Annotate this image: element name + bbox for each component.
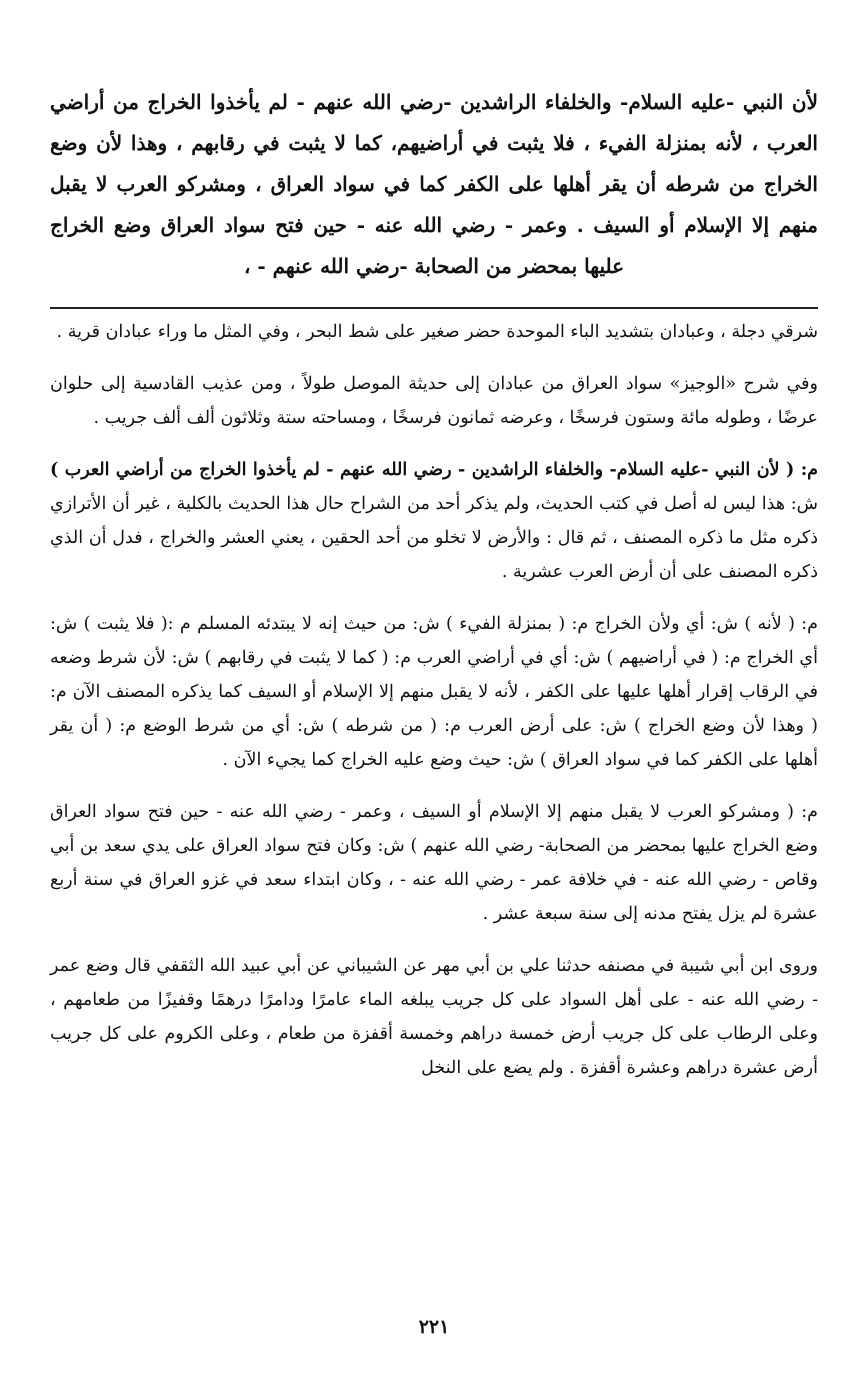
commentary-paragraph-6: وروى ابن أبي شيبة في مصنفه حدثنا علي بن أبي مهر عن الشيباني عن أبي عبيد الله الثقفي قال وضع عمر - رضي الله عنه - على أهل السواد على كل جريب يبلغه الماء عامرًا ودامرًا درهمًا وقفيزًا من طعامهم ، وعلى الرطاب على كل جريب أرض خمسة دراهم وخمسة أقفزة من طعام ، وعلى الكروم على كل جريب أرض عشرة دراهم وعشرة أقفزة . ولم يضع على النخل [50,956,818,1078]
commentary-paragraph-4: م: ( لأنه ) ش: أي ولأن الخراج م: ( بمنزلة الفيء ) ش: من حيث إنه لا يبتدئه المسلم م :( فلا يثبت ) ش: أي الخراج م: ( في أراضيهم ) ش: أي في أراضي العرب م: ( كما لا يثبت في رقابهم ) ش: لأن شرط وضعه في الرقاب إقرار أهلها عليها على الكفر ، لأنه لا يقبل منهم إلا الإسلام أو السيف كما يذكره المصنف الآن م: ( وهذا لأن وضع الخراج ) ش: على أرض العرب م: ( من شرطه ) ش: أي من شرط الوضع م: ( أن يقر أهلها على الكفر كما في سواد العراق ) ش: حيث وضع عليه الخراج كما يجيء الآن . [50,614,818,770]
commentary-text: ش: هذا ليس له أصل في كتب الحديث، ولم يذكر أحد من الشراح حال هذا الحديث بالكلية ، غير أن الأترازي ذكره مثل ما ذكره المصنف ، ثم قال : والأرض لا تخلو من أحد الحقين ، يعني العشر والخراج ، فدل أن الذي ذكره المصنف على أن أرض العرب عشرية . [50,494,818,582]
page-number: ٢٢١ [418,1316,450,1338]
commentary-paragraph-1: شرقي دجلة ، وعبادان بتشديد الباء الموحدة حضر صغير على شط البحر ، وفي المثل ما وراء عبادان قرية . [56,322,818,342]
quoted-matn: م: ( لأن النبي -عليه السلام- والخلفاء الراشدين - رضي الله عنهم - لم يأخذوا الخراج من أراضي العرب ) [50,460,818,480]
commentary-paragraph-5: م: ( ومشركو العرب لا يقبل منهم إلا الإسلام أو السيف ، وعمر - رضي الله عنه - حين فتح سواد العراق وضع الخراج عليها بمحضر من الصحابة- رضي الله عنهم ) ش: وكان فتح سواد العراق على يدي سعد بن أبي وقاص - رضي الله عنه - في خلافة عمر - رضي الله عنه - ، وكان ابتداء سعد في غزو العراق في سنة أربع عشرة لم يزل يفتح مدنه إلى سنة سبعة عشر . [50,802,818,924]
commentary-paragraph-2: وفي شرح «الوجيز» سواد العراق من عبادان إلى حديثة الموصل طولاً ، ومن عذيب القادسية إلى حلوان عرضًا ، وطوله مائة وستون فرسخًا ، وعرضه ثمانون فرسخًا ، ومساحته ستة وثلاثون ألف ألف جريب . [50,374,818,428]
commentary-paragraph-3 [50,453,818,589]
main-text: لأن النبي -عليه السلام- والخلفاء الراشدين -رضي الله عنهم - لم يأخذوا الخراج من أراضي العرب ، لأنه بمنزلة الفيء ، فلا يثبت في أراضيهم، كما لا يثبت في رقابهم ، وهذا لأن وضع الخراج من شرطه أن يقر أهلها على الكفر كما في سواد العراق ، ومشركو العرب لا يقبل منهم إلا الإسلام أو السيف . وعمر - رضي الله عنه - حين فتح سواد العراق وضع الخراج عليها بمحضر من الصحابة -رضي الله عنهم - ، [50,90,818,278]
page-content [50,82,818,1085]
footnote-divider [50,307,818,309]
